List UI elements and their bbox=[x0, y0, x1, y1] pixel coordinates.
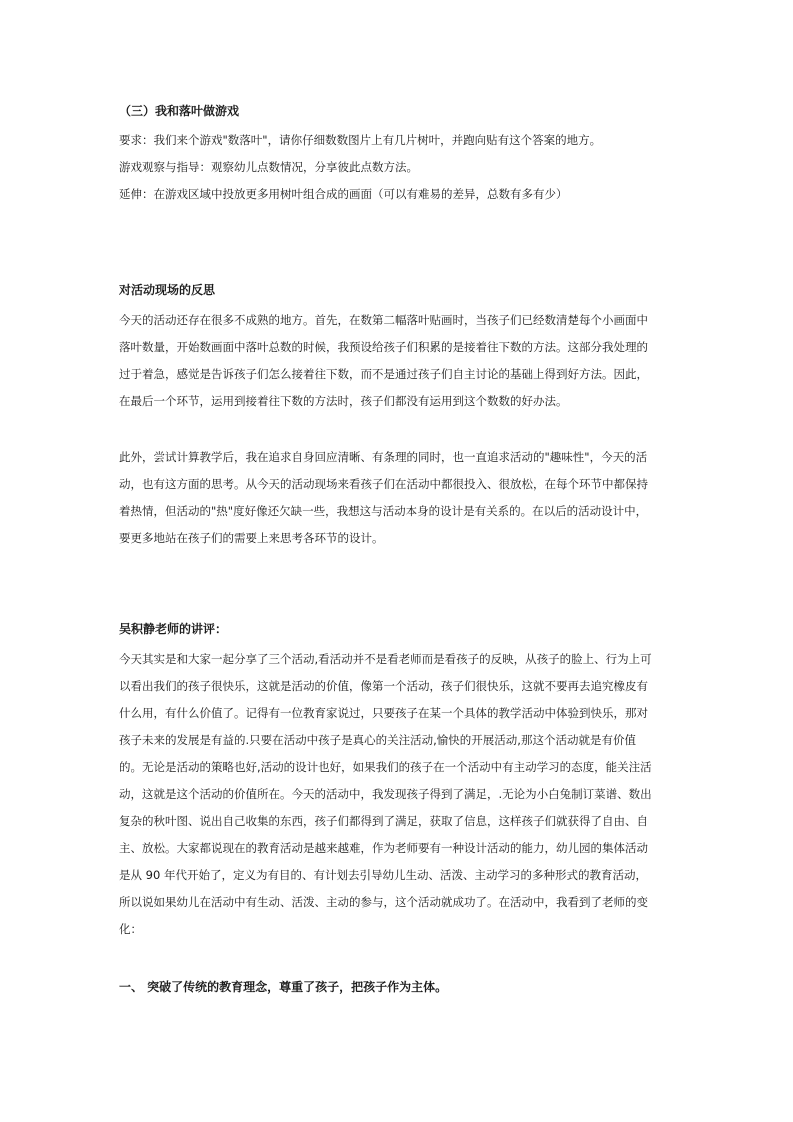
comment-heading: 吴积静老师的讲评： bbox=[119, 622, 228, 636]
paragraph-line: 在最后一个环节，运用到接着往下数的方法时，孩子们都没有运用到这个数数的好办法。 bbox=[119, 394, 568, 408]
guidance-line: 游戏观察与指导：观察幼儿点数情况，分享彼此点数方法。 bbox=[119, 160, 418, 174]
paragraph-line: 什么用，有什么价值了。记得有一位教育家说过，只要孩子在某一个具体的教学活动中体验到快乐，那对 bbox=[119, 706, 648, 720]
paragraph-line: 落叶数量，开始数画面中落叶总数的时候，我预设给孩子们积累的是接着往下数的方法。这部分我处理的 bbox=[119, 340, 648, 354]
paragraph-line: 是从 90 年代开始了，定义为有目的、有计划去引导幼儿生动、活泼、主动学习的多种形式的教育活动， bbox=[119, 868, 647, 882]
paragraph-line: 的。无论是活动的策略也好,活动的设计也好，如果我们的孩子在一个活动中有主动学习的态度，能关注活 bbox=[119, 760, 652, 774]
paragraph-line: 化： bbox=[119, 922, 142, 936]
paragraph-line: 孩子未来的发展是有益的.只要在活动中孩子是真心的关注活动,愉快的开展活动,那这个活动就是有价值 bbox=[119, 733, 636, 747]
paragraph-line: 复杂的秋叶图、说出自己收集的东西，孩子们都得到了满足，获取了信息，这样孩子们就获得了自由、自 bbox=[119, 814, 648, 828]
document-content bbox=[119, 100, 679, 998]
point-one-heading: 一、 突破了传统的教育理念，尊重了孩子，把孩子作为主体。 bbox=[119, 980, 448, 994]
paragraph-line: 过于着急，感觉是告诉孩子们怎么接着往下数，而不是通过孩子们自主讨论的基础上得到好方法。因此， bbox=[119, 367, 648, 381]
paragraph-line: 所以说如果幼儿在活动中有生动、活泼、主动的参与，这个活动就成功了。在活动中，我看到了老师的变 bbox=[119, 895, 648, 909]
section-heading-game: （三）我和落叶做游戏 bbox=[119, 104, 240, 118]
reflection-paragraph-2 bbox=[119, 444, 679, 552]
requirement-line: 要求：我们来个游戏"数落叶"，请你仔细数数图片上有几片树叶，并跑向贴有这个答案的地方。 bbox=[119, 133, 602, 147]
paragraph-line: 此外，尝试计算教学后，我在追求自身回应清晰、有条理的同时，也一直追求活动的"趣味性"，今天的活 bbox=[119, 450, 648, 464]
paragraph-line: 动，也有这方面的思考。从今天的活动现场来看孩子们在活动中都很投入、很放松，在每个环节中都保持 bbox=[119, 477, 648, 491]
comment-paragraph bbox=[119, 646, 679, 943]
extension-line: 延伸：在游戏区域中投放更多用树叶组合成的画面（可以有难易的差异，总数有多有少） bbox=[119, 187, 568, 201]
paragraph-line: 今天其实是和大家一起分享了三个活动,看活动并不是看老师而是看孩子的反映，从孩子的脸上、行为上可 bbox=[119, 652, 652, 666]
paragraph-line: 主、放松。大家都说现在的教育活动是越来越难，作为老师要有一种设计活动的能力，幼儿园的集体活动 bbox=[119, 841, 648, 855]
reflection-heading: 对活动现场的反思 bbox=[119, 283, 216, 297]
paragraph-line: 动，这就是这个活动的价值所在。今天的活动中，我发现孩子得到了满足，.无论为小白兔制订菜谱、数出 bbox=[119, 787, 652, 801]
paragraph-line: 要更多地站在孩子们的需要上来思考各环节的设计。 bbox=[119, 531, 384, 545]
paragraph-line: 着热情，但活动的"热"度好像还欠缺一些，我想这与活动本身的设计是有关系的。在以后的活动设计中， bbox=[119, 504, 648, 518]
paragraph-line: 今天的活动还存在很多不成熟的地方。首先，在数第二幅落叶贴画时，当孩子们已经数清楚每个小画面中 bbox=[119, 313, 648, 327]
paragraph-line: 以看出我们的孩子很快乐，这就是活动的价值，像第一个活动，孩子们很快乐，这就不要再去追究橡皮有 bbox=[119, 679, 648, 693]
reflection-paragraph-1 bbox=[119, 307, 679, 415]
